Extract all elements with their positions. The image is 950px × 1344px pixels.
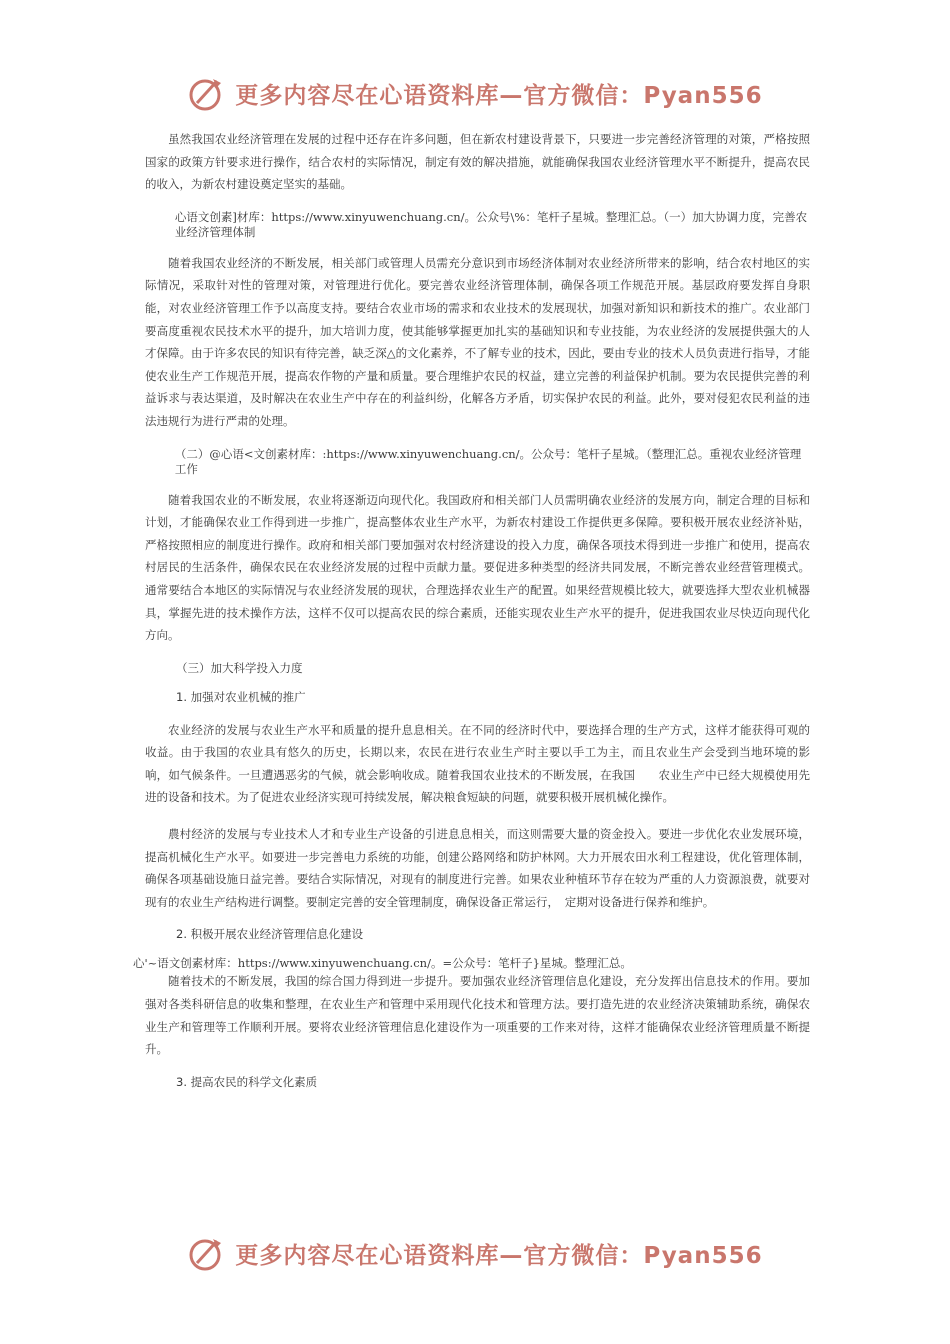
banner-text: 更多内容尽在心语资料库—官方微信：Pyan556 [235, 1242, 763, 1269]
subsection-heading: 3. 提高农民的科学文化素质 [176, 1074, 318, 1089]
source-note: 心'~语文创素材库：https://www.xinyuwenchuang.cn/。=公众号：笔杆子}星城。整理汇总。 [133, 956, 632, 971]
paragraph: 随着我国农业的不断发展，农业将逐渐迈向现代化。我国政府和相关部门人员需明确农业经济的发展方向，制定合理的目标和计划，才能确保农业工作得到进一步推广，提高整体农业生产水平，为新农村建设工作提供更多保障。要积极开展农业经济补贴，严格按照相应的制度进行操作。政府和相关部门要加强对农村经济建设的投入力度，确保各项技术得到进一步推广和使用，提高农村居民的生活条件，确保农民在农业经济发展的过程中贡献力量。要促进多种类型的经济共同发展，不断完善农业经营管理模式。通常要结合本地区的实际情况与农业经济发展的现状，合理选择农业生产的配置。如果经营规模比较大，就要选择大型农业机械器具，掌握先进的技术操作方法，这样不仅可以提高农民的综合素质，还能实现农业生产水平的提升，促进我国农业尽快迈向现代化方向。 [145, 492, 810, 643]
document-body [133, 128, 810, 1104]
banner-text: 更多内容尽在心语资料库—官方微信：Pyan556 [235, 82, 763, 109]
logo-icon [187, 1233, 227, 1273]
paragraph: 随着我国农业经济的不断发展，相关部门或管理人员需充分意识到市场经济体制对农业经济所带来的影响，结合农村地区的实际情况，采取针对性的管理对策，对管理进行优化。要完善农业经济管理体制，确保各项工作规范开展。基层政府要发挥自身职能，对农业经济管理工作予以高度支持。要结合农业市场的需求和农业技术的发展现状，加强对新知识和新技术的推广。农业部门要高度重视农民技术水平的提升，加大培训力度，使其能够掌握更加扎实的基础知识和专业技能，为农业经济的发展提供强大的人才保障。由于许多农民的知识有待完善，缺乏深△的文化素养，不了解专业的技术，因此，要由专业的技术人员负责进行指导，才能使农业生产工作规范开展，提高农作物的产量和质量。要合理维护农民的权益，建立完善的利益保护机制。要为农民提供完善的利益诉求与表达渠道，及时解决在农业生产中存在的利益纠纷，化解各方矛盾，切实保护农民的利益。此外，要对侵犯农民利益的违法违规行为进行严肃的处理。 [145, 255, 810, 428]
paragraph: 随着技术的不断发展，我国的综合国力得到进一步提升。要加强农业经济管理信息化建设，充分发挥出信息技术的作用。要加强对各类科研信息的收集和整理，在农业生产和管理中采用现代化技术和管理方法。要打造先进的农业经济决策辅助系统，确保农业生产和管理等工作顺利开展。要将农业经济管理信息化建设作为一项重要的工作来对待，这样才能确保农业经济管理质量不断提升。 [145, 974, 810, 1057]
paragraph: 农业经济的发展与农业生产水平和质量的提升息息相关。在不同的经济时代中，要选择合理的生产方式，这样才能获得可观的收益。由于我国的农业具有悠久的历史，长期以来，农民在进行农业生产时主要以手工为主，而且农业生产会受到当地环境的影响，如气候条件。一旦遭遇恶劣的气候，就会影响收成。随着我国农业技术的不断发展，在我国 农业生产中已经大规模使用先进的设备和技术。为了促进农业经济实现可持续发展，解决粮食短缺的问题，就要积极开展机械化操作。 [145, 722, 810, 805]
footer-banner [0, 1228, 950, 1278]
header-banner [0, 68, 950, 118]
section-heading: （三）加大科学投入力度 [176, 660, 303, 675]
subsection-heading: 1. 加强对农业机械的推广 [176, 689, 306, 704]
paragraph: 農村经济的发展与专业技术人才和专业生产设备的引进息息相关，而这则需要大量的资金投入。要进一步优化农业发展环境，提高机械化生产水平。如要进一步完善电力系统的功能，创建公路网络和防护林网。大力开展农田水利工程建设，优化管理体制，确保各项基础设施日益完善。要结合实际情况，对现有的制度进行完善。如果农业种植环节存在较为严重的人力资源浪费，就要对现有的农业生产结构进行调整。要制定完善的安全管理制度，确保设备正常运行， 定期对设备进行保养和维护。 [145, 827, 810, 909]
section-heading: 心语文创素]材库：https://www.xinyuwenchuang.cn/。公众号\%：笔杆子星城。整理汇总。（一）加大协调力度，完善农业经济管理体制 [174, 209, 808, 239]
section-heading: （二）@心语<文创素材库：:https://www.xinyuwenchuang.cn/。公众号：笔杆子星城。（整理汇总。重视农业经济管理工作 [174, 446, 802, 476]
paragraph: 虽然我国农业经济管理在发展的过程中还存在许多问题，但在新农村建设背景下，只要进一步完善经济管理的对策，严格按照国家的政策方针要求进行操作，结合农村的实际情况，制定有效的解决措施，就能确保我国农业经济管理水平不断提升，提高农民的收入，为新农村建设奠定坚实的基础。 [145, 132, 810, 192]
subsection-heading: 2. 积极开展农业经济管理信息化建设 [176, 927, 364, 942]
logo-icon [187, 73, 227, 113]
